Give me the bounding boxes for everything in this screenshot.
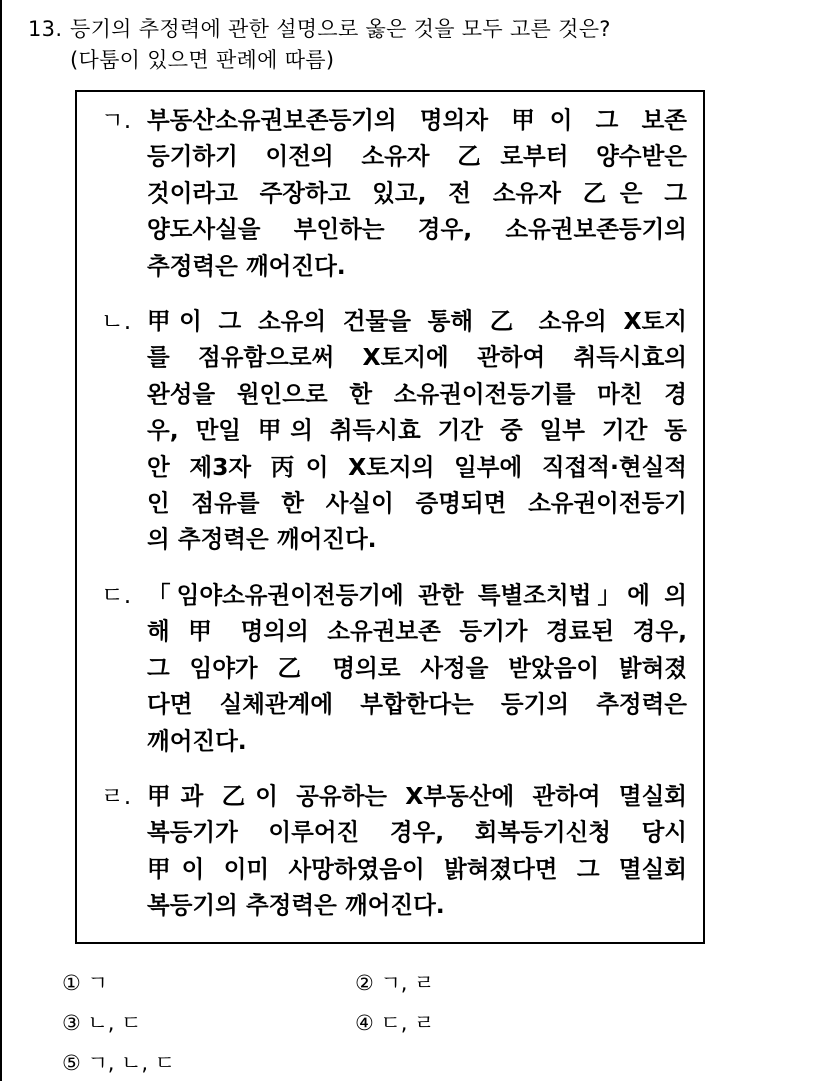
statement-line: 완성을 원인으로 한 소유권이전등기를 마친 경 bbox=[147, 379, 687, 408]
statement-line: 甲이 이미 사망하였음이 밝혀졌다면 그 멸실회 bbox=[147, 854, 687, 883]
statement-line: 그 임야가 乙 명의로 사정을 받았음이 밝혀졌 bbox=[147, 653, 687, 682]
statement-line: 「임야소유권이전등기에 관한 특별조치법」에 의 bbox=[147, 581, 687, 609]
statement-nieun bbox=[101, 303, 687, 558]
question-stem bbox=[28, 14, 808, 76]
statement-text bbox=[147, 778, 687, 924]
statement-line: 부동산소유권보존등기의 명의자 甲이 그 보존 bbox=[147, 106, 687, 134]
choice-1[interactable]: ① ㄱ bbox=[62, 971, 108, 995]
statement-line: 추정력은 깨어진다. bbox=[147, 251, 346, 280]
question-line-1 bbox=[28, 14, 808, 45]
statement-marker: ㄴ. bbox=[101, 307, 132, 335]
page-left-rule bbox=[0, 0, 2, 1081]
statement-line: 복등기의 추정력은 깨어진다. bbox=[147, 891, 445, 920]
statement-line: 를 점유함으로써 X토지에 관하여 취득시효의 bbox=[147, 343, 687, 372]
statement-line: 인 점유를 한 사실이 증명되면 소유권이전등기 bbox=[147, 489, 687, 518]
statement-line: 다면 실체관계에 부합한다는 등기의 추정력은 bbox=[147, 690, 687, 719]
statement-marker: ㄱ. bbox=[101, 106, 132, 134]
statement-line: 복등기가 이루어진 경우, 회복등기신청 당시 bbox=[147, 818, 687, 847]
statement-line: 등기하기 이전의 소유자 乙로부터 양수받은 bbox=[147, 142, 687, 171]
statement-text bbox=[147, 577, 687, 759]
statement-marker: ㄹ. bbox=[101, 782, 132, 810]
question-number: 13. bbox=[28, 17, 63, 41]
statement-giyeok bbox=[101, 102, 687, 284]
choice-5[interactable]: ⑤ ㄱ, ㄴ, ㄷ bbox=[62, 1051, 176, 1075]
statement-line: 우, 만일 甲의 취득시효 기간 중 일부 기간 동 bbox=[147, 416, 687, 445]
statement-line: 甲과 乙이 공유하는 X부동산에 관하여 멸실회 bbox=[147, 782, 687, 810]
question-text: 등기의 추정력에 관한 설명으로 옳은 것을 모두 고른 것은? bbox=[70, 17, 611, 41]
statement-line: 甲이 그 소유의 건물을 통해 乙 소유의 X토지 bbox=[147, 307, 687, 335]
statement-digeut bbox=[101, 577, 687, 759]
choice-4[interactable]: ④ ㄷ, ㄹ bbox=[355, 1011, 435, 1035]
choice-2[interactable]: ② ㄱ, ㄹ bbox=[355, 971, 435, 995]
statement-rieul bbox=[101, 778, 687, 924]
statement-line: 해 甲 명의의 소유권보존 등기가 경료된 경우, bbox=[147, 617, 687, 646]
statement-line: 안 제3자 丙이 X토지의 일부에 직접적·현실적 bbox=[147, 452, 687, 481]
statement-box bbox=[75, 90, 705, 944]
statement-line: 의 추정력은 깨어진다. bbox=[147, 525, 377, 554]
statement-text bbox=[147, 102, 687, 284]
statement-text bbox=[147, 303, 687, 558]
statement-line: 깨어진다. bbox=[147, 726, 247, 755]
statement-line: 양도사실을 부인하는 경우, 소유권보존등기의 bbox=[147, 215, 687, 244]
question-condition: (다툼이 있으면 판례에 따름) bbox=[70, 48, 335, 72]
statement-line: 것이라고 주장하고 있고, 전 소유자 乙은 그 bbox=[147, 178, 687, 207]
choice-3[interactable]: ③ ㄴ, ㄷ bbox=[62, 1011, 142, 1035]
statement-marker: ㄷ. bbox=[101, 581, 132, 609]
